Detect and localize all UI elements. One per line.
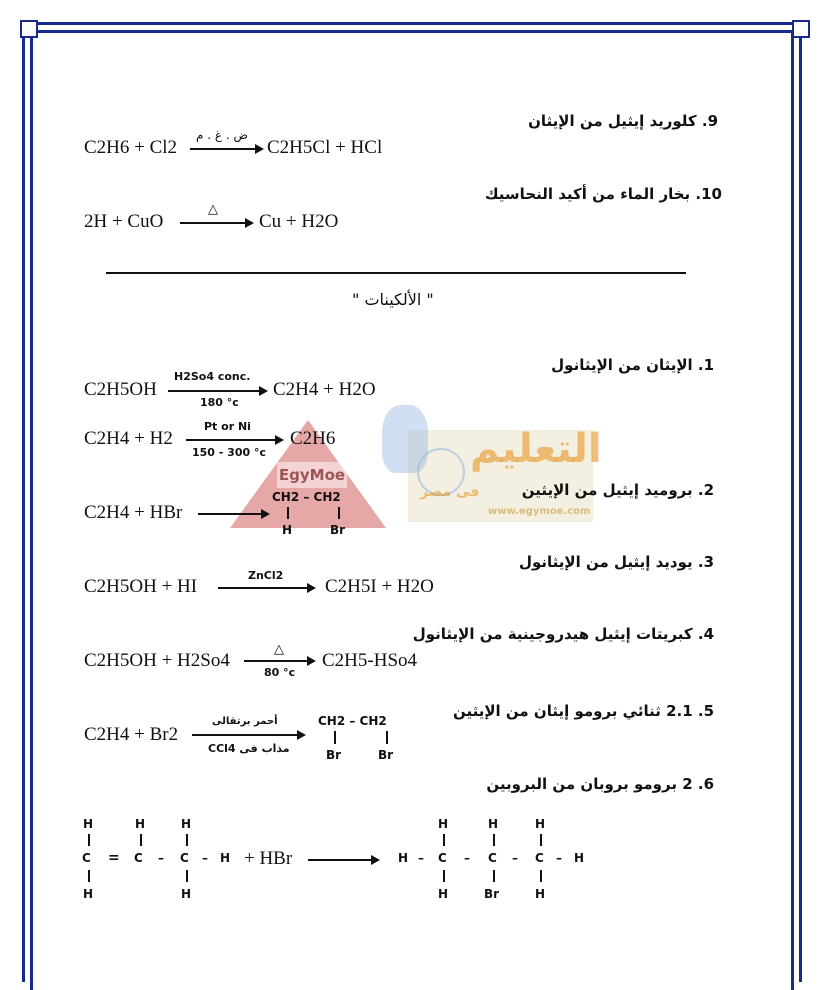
eq6-reagent: + HBr: [244, 848, 293, 869]
p6-bond-bottom-2: [493, 870, 495, 882]
eq1a-arrow: [168, 390, 266, 392]
heading-item-4: 4. كبريتات إيثيل هيدروجينية من الإيثانول: [412, 625, 714, 643]
r6-bond-top-3: [186, 834, 188, 846]
p6-bond-1: –: [418, 851, 424, 865]
eq1b-lhs: C2H4 + H2: [84, 428, 173, 449]
r6-c3: C: [180, 851, 189, 865]
eq2-sub-right: Br: [330, 523, 346, 537]
r6-bottom-h3: H: [181, 887, 192, 901]
eq5-product: CH2 – CH2: [318, 714, 387, 728]
eq2-bond-right: [338, 507, 340, 519]
p6-bottom-br: Br: [484, 887, 500, 901]
p6-bond-top-1: [443, 834, 445, 846]
eq2-lhs: C2H4 + HBr: [84, 502, 183, 523]
eq1a-top: H2So4 conc.: [174, 370, 251, 383]
eq5-bottom: CCl4 مذاب فى: [208, 742, 290, 755]
heading-item-5: 5. 2.1 ثنائي برومو إيثان من الإيثين: [452, 702, 714, 720]
eq3-rhs: C2H5I + H2O: [325, 576, 434, 597]
p6-top-h2: H: [488, 817, 499, 831]
eq1b-rhs: C2H6: [290, 428, 336, 449]
heading-item-2: 2. بروميد إيثيل من الإيثين: [521, 481, 714, 499]
watermark-logo: EgyMoe: [277, 462, 347, 488]
eq3-lhs: C2H5OH + HI: [84, 576, 198, 597]
eq4-bottom: 80 °c: [264, 666, 296, 679]
p6-bond-2: –: [464, 851, 470, 865]
p6-bond-top-3: [540, 834, 542, 846]
p6-bond-3: –: [512, 851, 518, 865]
r6-top-h3: H: [181, 817, 192, 831]
heading-item-6: 6. 2 برومو بروبان من البروبين: [486, 775, 714, 793]
eq1b-top: Pt or Ni: [204, 420, 251, 433]
p6-bond-top-2: [493, 834, 495, 846]
eq4-arrow: [244, 660, 314, 662]
heading-item-10: 10. بخار الماء من أكيد النحاسيك: [484, 185, 722, 203]
p6-top-h3: H: [535, 817, 546, 831]
eq5-top: أحمر برتقالى: [212, 716, 278, 727]
eq4-rhs: C2H5-HSo4: [322, 650, 418, 671]
eq1b-arrow: [186, 439, 282, 441]
r6-bond-b: –: [202, 851, 208, 865]
p6-h-start: H: [398, 851, 409, 865]
section-divider: [106, 272, 686, 274]
eq5-sub-right: Br: [378, 748, 394, 762]
eq9-arrow: [190, 148, 262, 150]
p6-c2: C: [488, 851, 497, 865]
r6-bond-top-1: [88, 834, 90, 846]
heading-item-1: 1. الإيثان من الإيثانول: [551, 356, 714, 374]
r6-bond-a: –: [158, 851, 164, 865]
r6-bottom-h1: H: [83, 887, 94, 901]
eq5-sub-left: Br: [326, 748, 342, 762]
eq10-condition: △: [208, 202, 218, 217]
watermark-url: www.egymoe.com: [488, 506, 591, 517]
r6-top-h2: H: [135, 817, 146, 831]
r6-c2: C: [134, 851, 143, 865]
r6-bond-bottom-3: [186, 870, 188, 882]
eq3-arrow: [218, 587, 314, 589]
eq10-arrow: [180, 222, 252, 224]
p6-c1: C: [438, 851, 447, 865]
eq3-condition: ZnCl2: [248, 569, 284, 582]
eq5-bond-right: [386, 731, 388, 744]
watermark-arabic: التعليم: [470, 426, 602, 472]
eq2-arrow: [198, 513, 268, 515]
p6-bond-bottom-3: [540, 870, 542, 882]
p6-c3: C: [535, 851, 544, 865]
corner-ornament-right: [792, 20, 810, 38]
eq9-condition: ض . غ . م: [196, 128, 248, 142]
r6-bond-top-2: [140, 834, 142, 846]
r6-h-end: H: [220, 851, 231, 865]
p6-bottom-h3: H: [535, 887, 546, 901]
eq1b-bottom: 150 - 300 °c: [192, 446, 266, 459]
p6-bond-4: –: [556, 851, 562, 865]
eq9-rhs: C2H5Cl + HCl: [267, 137, 383, 158]
eq2-product: CH2 – CH2: [272, 490, 341, 504]
p6-bond-bottom-1: [443, 870, 445, 882]
eq5-lhs: C2H4 + Br2: [84, 724, 179, 745]
eq4-lhs: C2H5OH + H2So4: [84, 650, 230, 671]
r6-c1: C: [82, 851, 91, 865]
section-title: " الألكينات ": [352, 290, 434, 309]
eq6-arrow: [308, 859, 378, 861]
corner-ornament-left: [20, 20, 38, 38]
eq5-bond-left: [334, 731, 336, 744]
heading-item-3: 3. يوديد إيثيل من الإيثانول: [518, 553, 714, 571]
eq1a-bottom: 180 °c: [200, 396, 239, 409]
eq2-sub-left: H: [282, 523, 293, 537]
r6-double-bond: =: [108, 850, 120, 866]
eq9-lhs: C2H6 + Cl2: [84, 137, 178, 158]
eq4-top: △: [274, 642, 284, 657]
eq1a-rhs: C2H4 + H2O: [273, 379, 376, 400]
eq10-rhs: Cu + H2O: [259, 211, 339, 232]
p6-bottom-h1: H: [438, 887, 449, 901]
p6-top-h1: H: [438, 817, 449, 831]
r6-bond-bottom-1: [88, 870, 90, 882]
heading-item-9: 9. كلوريد إيثيل من الإيثان: [528, 112, 718, 130]
eq10-lhs: 2H + CuO: [84, 211, 164, 232]
r6-top-h1: H: [83, 817, 94, 831]
watermark-sub: فى مصر: [420, 484, 480, 500]
eq5-arrow: [192, 734, 304, 736]
eq1a-lhs: C2H5OH: [84, 379, 157, 400]
p6-h-end: H: [574, 851, 585, 865]
eq2-bond-left: [287, 507, 289, 519]
